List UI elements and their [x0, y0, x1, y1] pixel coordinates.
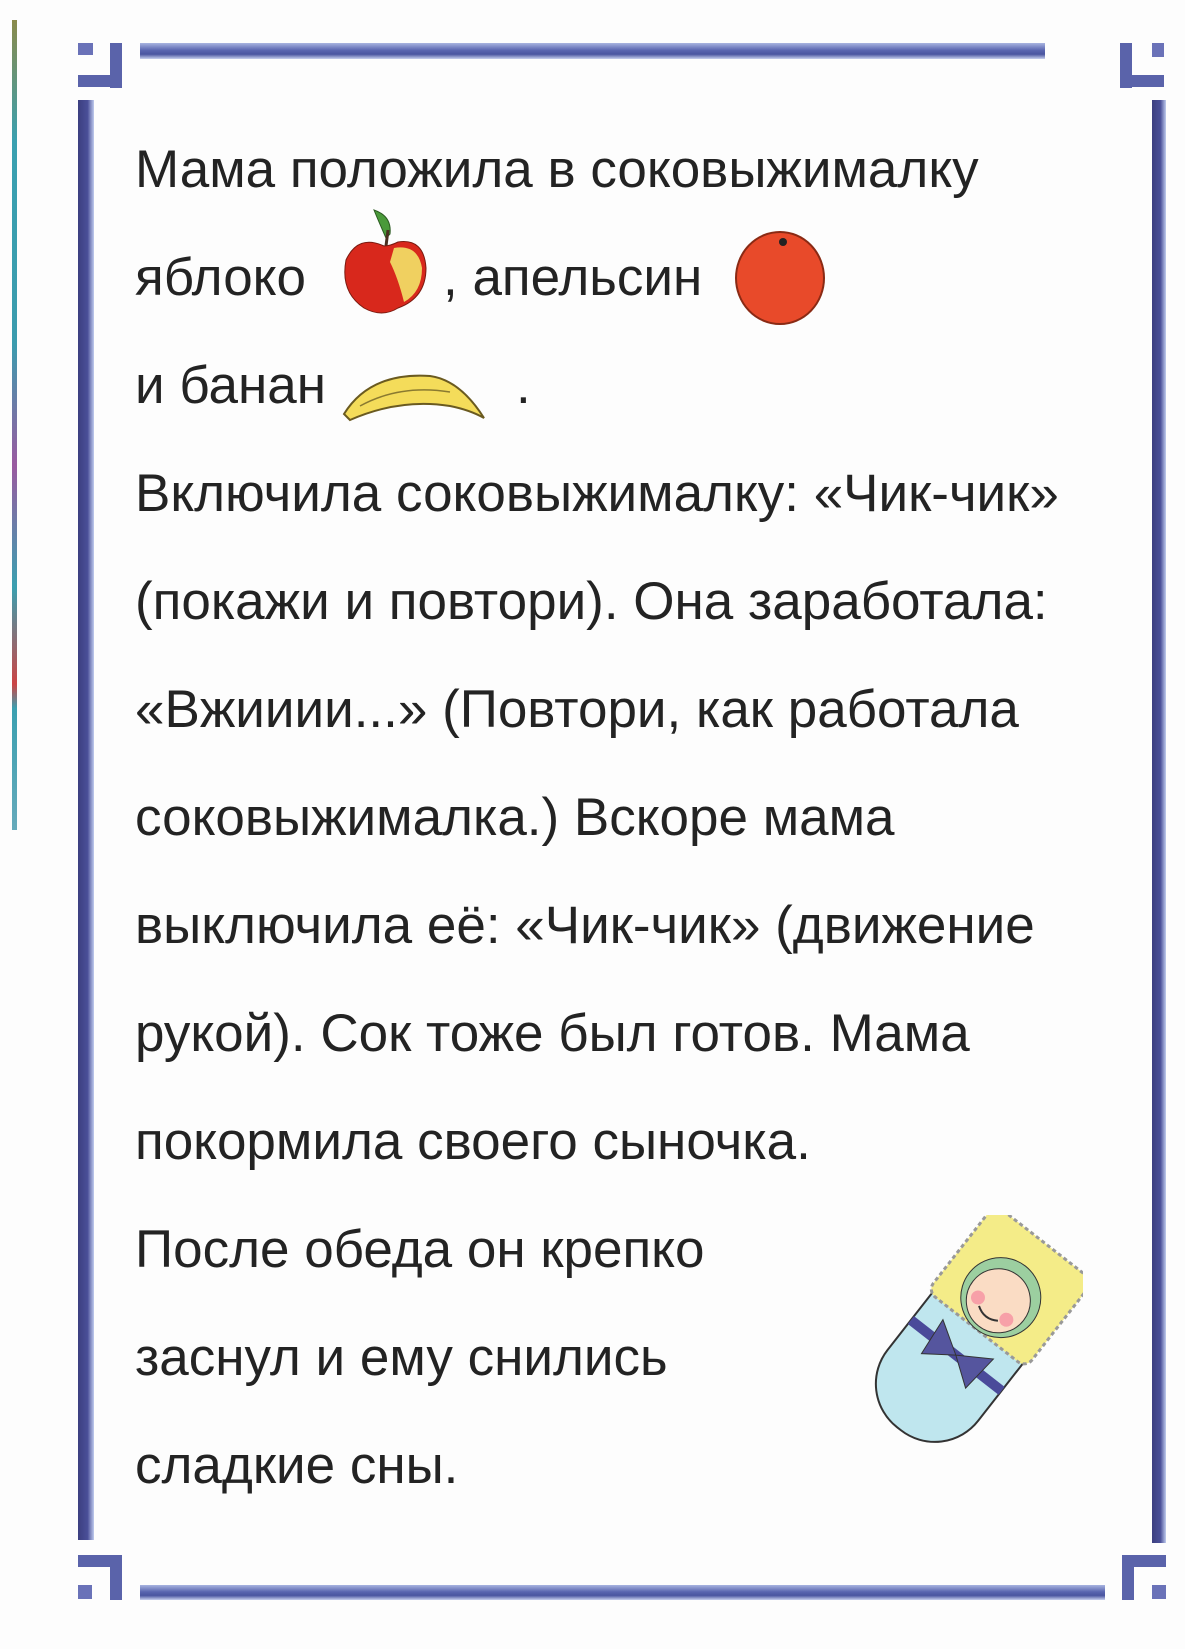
- text-line-7: соковыжималка.) Вскоре мама: [135, 788, 895, 847]
- frame-corner-bottom-right: [1122, 1555, 1167, 1600]
- frame-corner-top-right: [1120, 43, 1165, 88]
- text-period: .: [516, 356, 531, 415]
- text-line-11: После обеда он крепко: [135, 1220, 705, 1279]
- frame-corner-top-left: [78, 43, 123, 88]
- baby-illustration: [858, 1215, 1083, 1460]
- page-edge-strip: [12, 20, 17, 830]
- frame-bottom-border: [140, 1585, 1105, 1600]
- text-line-4: Включила соковыжималку: «Чик-чик»: [135, 464, 1059, 523]
- text-line-orange: , апельсин: [443, 248, 703, 307]
- text-line-12: заснул и ему снились: [135, 1328, 668, 1387]
- text-line-6: «Вжииии...» (Повтори, как работала: [135, 680, 1019, 739]
- text-line-9: рукой). Сок тоже был готов. Мама: [135, 1004, 970, 1063]
- banana-icon: [340, 370, 490, 425]
- text-line-banana: и банан: [135, 356, 326, 415]
- apple-icon: [338, 208, 433, 318]
- text-line-1: Мама положила в соковыжималку: [135, 140, 979, 199]
- frame-top-border: [140, 43, 1045, 59]
- orange-icon: [733, 228, 828, 328]
- frame-corner-bottom-left: [78, 1555, 123, 1600]
- frame-right-border: [1152, 100, 1166, 1543]
- text-line-8: выключила её: «Чик-чик» (движение: [135, 896, 1035, 955]
- text-line-10: покормила своего сыночка.: [135, 1112, 811, 1171]
- text-line-apple: яблоко: [135, 248, 306, 307]
- frame-left-border: [78, 100, 94, 1540]
- text-line-13: сладкие сны.: [135, 1436, 459, 1495]
- text-line-5: (покажи и повтори). Она заработала:: [135, 572, 1048, 631]
